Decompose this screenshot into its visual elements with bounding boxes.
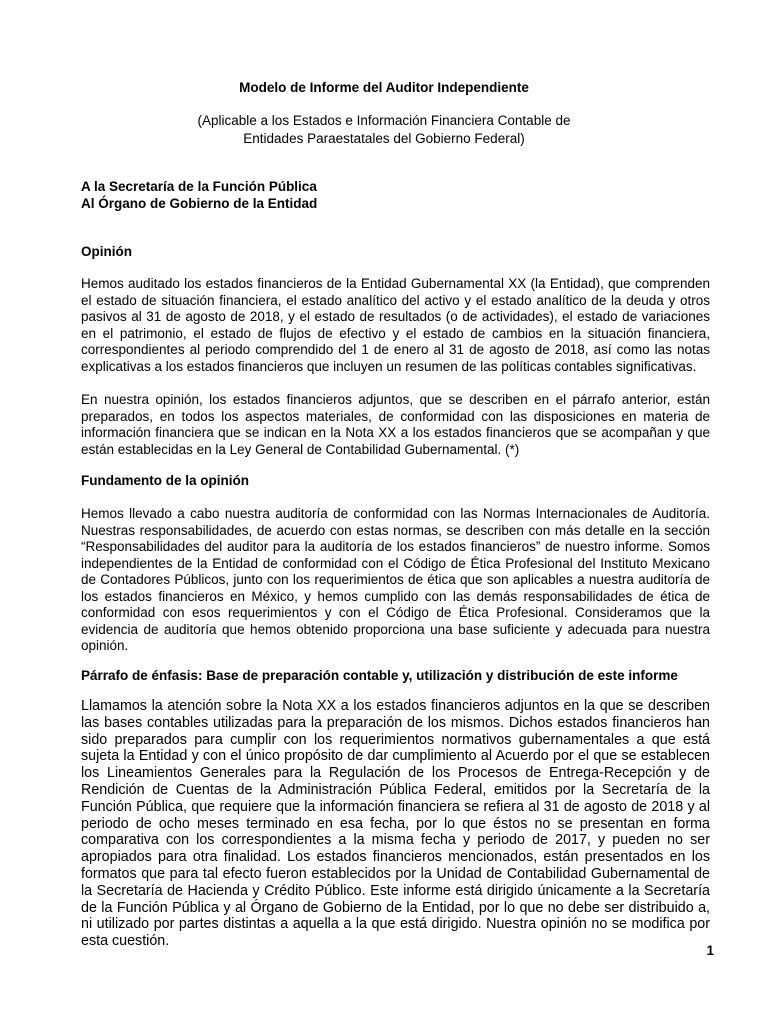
- enfasis-paragraph: Llamamos la atención sobre la Nota XX a los estados financieros adjuntos en la que se describen las bases contables utilizadas para la preparación de los mismos. Dichos estados financieros han sido preparados para cumplir con los requerimientos normativos gubernamentales a que está sujeta la Entidad y con el único propósito de dar cumplimiento al Acuerdo por el que se establecen los Lineamientos Generales para la Regulación de los Procesos de Entrega-Recepción y de Rendición de Cuentas de la Administración Pública Federal, emitidos por la Secretaría de la Función Pública, que requiere que la información financiera se refiera al 31 de agosto de 2018 y al periodo de ocho meses terminado en esa fecha, por lo que éstos no se presentan en forma comparativa con los correspondientes a la misma fecha y periodo de 2017, y pueden no ser apropiados para otra finalidad. Los estados financieros mencionados, están presentados en los formatos que para tal efecto fueron establecidos por la Unidad de Contabilidad Gubernamental de la Secretaría de Hacienda y Crédito Público. Este informe está dirigido únicamente a la Secretaría de la Función Pública y al Órgano de Gobierno de la Entidad, por lo que no debe ser distribuido a, ni utilizado por partes distintas a aquella a la que está dirigido. Nuestra opinión no se modifica por esta cuestión.: [81, 698, 710, 950]
- subtitle-line-2: Entidades Paraestatales del Gobierno Federal): [243, 131, 525, 146]
- addressee-line-2: Al Órgano de Gobierno de la Entidad: [81, 196, 318, 211]
- opinion-paragraph-1: Hemos auditado los estados financieros de la Entidad Gubernamental XX (la Entidad), que comprenden el estado de situación financiera, el estado analítico del activo y el estado analítico de la deuda y otros pasivos al 31 de agosto de 2018, y el estado de resultados (o de actividades), el estado de variaciones en el patrimonio, el estado de flujos de efectivo y el estado de cambios en la situación financiera, correspondientes al periodo comprendido del 1 de enero al 31 de agosto de 2018, así como las notas explicativas a los estados financieros que incluyen un resumen de las políticas contables significativas.: [81, 276, 710, 374]
- document-title: Modelo de Informe del Auditor Independiente: [239, 80, 529, 95]
- addressee-block: [81, 178, 317, 212]
- enfasis-heading: Párrafo de énfasis: Base de preparación contable y, utilización y distribución de este informe: [81, 668, 678, 683]
- document-subtitle: [0, 112, 768, 148]
- fundamento-paragraph: Hemos llevado a cabo nuestra auditoría de conformidad con las Normas Internacionales de Auditoría. Nuestras responsabilidades, de acuerdo con estas normas, se describen con más detalle en la sección “Responsabilidades del auditor para la auditoría de los estados financieros” de nuestro informe. Somos independientes de la Entidad de conformidad con el Código de Ética Profesional del Instituto Mexicano de Contadores Públicos, junto con los requerimientos de ética que son aplicables a nuestra auditoría de los estados financieros en México, y hemos cumplido con las demás responsabilidades de ética de conformidad con esos requerimientos y con el Código de Ética Profesional. Consideramos que la evidencia de auditoría que hemos obtenido proporciona una base suficiente y adecuada para nuestra opinión.: [81, 506, 710, 653]
- addressee-line-1: A la Secretaría de la Función Pública: [81, 179, 317, 194]
- opinion-paragraph-2: En nuestra opinión, los estados financieros adjuntos, que se describen en el párrafo anterior, están preparados, en todos los aspectos materiales, de conformidad con las disposiciones en materia de información financiera que se indican en la Nota XX a los estados financieros que se acompañan y que están establecidas en la Ley General de Contabilidad Gubernamental. (*): [81, 392, 710, 457]
- page-number: 1: [706, 943, 714, 958]
- opinion-heading: Opinión: [81, 244, 132, 259]
- fundamento-heading: Fundamento de la opinión: [81, 473, 249, 488]
- subtitle-line-1: (Aplicable a los Estados e Información Financiera Contable de: [197, 113, 571, 128]
